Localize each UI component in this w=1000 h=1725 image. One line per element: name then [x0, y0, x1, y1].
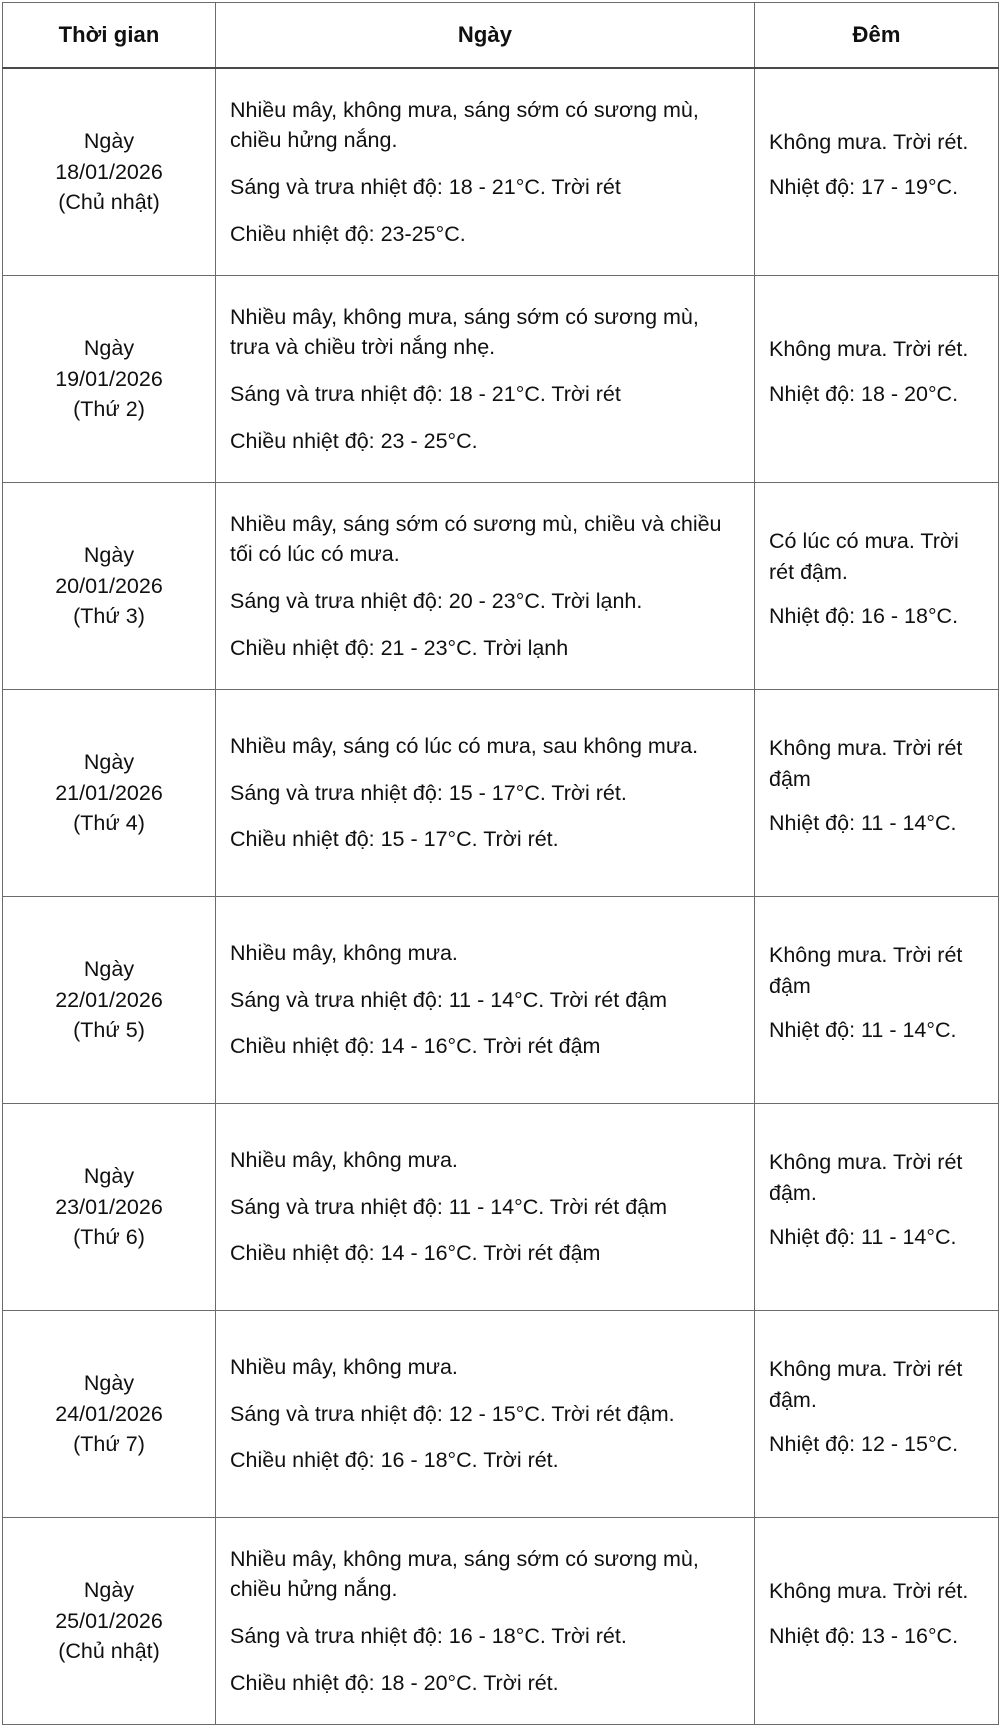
forecast-day-cell	[216, 68, 755, 276]
header-row	[3, 3, 999, 69]
forecast-night-cell	[755, 276, 999, 483]
forecast-day-paragraph: Sáng và trưa nhiệt độ: 20 - 23°C. Trời lạnh.	[230, 589, 643, 613]
forecast-time-weekday: (Thứ 4)	[73, 811, 145, 836]
forecast-day-paragraph: Nhiều mây, không mưa.	[230, 1148, 458, 1173]
forecast-night-cell	[755, 1104, 999, 1311]
forecast-time-label: Ngày	[83, 129, 135, 154]
forecast-day-paragraph: Nhiều mây, sáng có lúc có mưa, sau không mưa.	[230, 734, 699, 759]
column-header-time: Thời gian	[3, 3, 216, 69]
forecast-time-label: Ngày	[83, 1164, 135, 1189]
forecast-time-cell	[3, 483, 216, 690]
weather-forecast-table	[2, 2, 999, 1725]
forecast-night-paragraph: Nhiệt độ: 11 - 14°C.	[769, 811, 957, 836]
forecast-day-paragraph: Chiều nhiệt độ: 21 - 23°C. Trời lạnh	[230, 635, 569, 660]
forecast-night-paragraph: Nhiệt độ: 13 - 16°C.	[769, 1624, 959, 1648]
forecast-time-cell	[3, 1104, 216, 1311]
forecast-night-paragraph: Không mưa. Trời rét đậm	[769, 736, 963, 791]
forecast-day-cell	[216, 1311, 755, 1518]
column-header-night: Đêm	[755, 3, 999, 69]
forecast-night-cell	[755, 897, 999, 1104]
forecast-day-paragraph: Nhiều mây, không mưa.	[230, 941, 458, 966]
forecast-day-cell	[216, 690, 755, 897]
forecast-time-date: 24/01/2026	[55, 1401, 163, 1426]
forecast-day-paragraph: Chiều nhiệt độ: 14 - 16°C. Trời rét đậm	[230, 1241, 601, 1266]
forecast-time-date: 21/01/2026	[55, 780, 163, 805]
forecast-night-paragraph: Không mưa. Trời rét.	[769, 337, 969, 362]
forecast-day-paragraph: Sáng và trưa nhiệt độ: 11 - 14°C. Trời rét đậm	[230, 1194, 668, 1219]
forecast-night-cell	[755, 1311, 999, 1518]
forecast-time-date: 23/01/2026	[55, 1194, 163, 1219]
forecast-time-label: Ngày	[83, 957, 135, 982]
forecast-time-cell	[3, 68, 216, 276]
table-row	[3, 1104, 999, 1311]
forecast-day-paragraph: Chiều nhiệt độ: 23-25°C.	[230, 221, 466, 246]
forecast-day-paragraph: Sáng và trưa nhiệt độ: 18 - 21°C. Trời rét	[230, 382, 621, 406]
forecast-day-cell	[216, 1104, 755, 1311]
forecast-time-cell	[3, 690, 216, 897]
forecast-time-date: 22/01/2026	[55, 987, 163, 1012]
forecast-day-paragraph: Sáng và trưa nhiệt độ: 18 - 21°C. Trời rét	[230, 175, 621, 199]
forecast-time-label: Ngày	[83, 1578, 135, 1603]
forecast-night-paragraph: Nhiệt độ: 18 - 20°C.	[769, 382, 959, 406]
forecast-night-paragraph: Không mưa. Trời rét đậm.	[769, 1150, 963, 1205]
forecast-time-weekday: (Thứ 5)	[73, 1018, 145, 1043]
forecast-time-weekday: (Thứ 3)	[73, 604, 145, 629]
forecast-day-paragraph: Nhiều mây, không mưa.	[230, 1355, 458, 1380]
forecast-time-label: Ngày	[83, 336, 135, 361]
forecast-night-paragraph: Nhiệt độ: 17 - 19°C.	[769, 175, 959, 199]
forecast-day-paragraph: Nhiều mây, không mưa, sáng sớm có sương mù, chiều hửng nắng.	[230, 97, 699, 153]
forecast-day-cell	[216, 897, 755, 1104]
table-row	[3, 276, 999, 483]
forecast-time-weekday: (Thứ 6)	[73, 1225, 145, 1250]
forecast-day-paragraph: Sáng và trưa nhiệt độ: 15 - 17°C. Trời rét.	[230, 780, 627, 805]
forecast-time-label: Ngày	[83, 1371, 135, 1396]
forecast-night-paragraph: Không mưa. Trời rét đậm	[769, 943, 963, 998]
forecast-time-weekday: (Chủ nhật)	[58, 1639, 160, 1664]
forecast-day-cell	[216, 1518, 755, 1725]
forecast-time-label: Ngày	[83, 543, 135, 568]
forecast-night-paragraph: Có lúc có mưa. Trời rét đậm.	[769, 529, 959, 584]
forecast-time-weekday: (Thứ 7)	[73, 1432, 145, 1457]
forecast-day-paragraph: Chiều nhiệt độ: 23 - 25°C.	[230, 428, 478, 453]
forecast-night-paragraph: Nhiệt độ: 11 - 14°C.	[769, 1018, 957, 1043]
table-row	[3, 68, 999, 276]
forecast-night-paragraph: Nhiệt độ: 11 - 14°C.	[769, 1225, 957, 1250]
forecast-day-paragraph: Nhiều mây, sáng sớm có sương mù, chiều và chiều tối có lúc có mưa.	[230, 511, 722, 567]
forecast-time-cell	[3, 1518, 216, 1725]
table-row	[3, 690, 999, 897]
forecast-night-paragraph: Nhiệt độ: 16 - 18°C.	[769, 604, 959, 629]
table-row	[3, 897, 999, 1104]
forecast-night-cell	[755, 690, 999, 897]
forecast-time-cell	[3, 1311, 216, 1518]
table-row	[3, 483, 999, 690]
table-row	[3, 1311, 999, 1518]
forecast-day-paragraph: Chiều nhiệt độ: 18 - 20°C. Trời rét.	[230, 1670, 559, 1695]
forecast-time-cell	[3, 276, 216, 483]
forecast-night-paragraph: Không mưa. Trời rét.	[769, 1579, 969, 1604]
table-row	[3, 1518, 999, 1725]
forecast-day-paragraph: Nhiều mây, không mưa, sáng sớm có sương mù, trưa và chiều trời nắng nhẹ.	[230, 304, 699, 360]
table-header	[3, 3, 999, 69]
forecast-time-date: 19/01/2026	[55, 366, 163, 391]
forecast-night-cell	[755, 1518, 999, 1725]
forecast-day-paragraph: Chiều nhiệt độ: 14 - 16°C. Trời rét đậm	[230, 1034, 601, 1059]
column-header-day: Ngày	[216, 3, 755, 69]
forecast-day-cell	[216, 276, 755, 483]
table-body	[3, 68, 999, 1725]
forecast-day-paragraph: Chiều nhiệt độ: 15 - 17°C. Trời rét.	[230, 827, 559, 852]
forecast-time-date: 18/01/2026	[55, 159, 163, 184]
forecast-night-cell	[755, 68, 999, 276]
forecast-night-paragraph: Không mưa. Trời rét đậm.	[769, 1357, 963, 1412]
forecast-day-paragraph: Chiều nhiệt độ: 16 - 18°C. Trời rét.	[230, 1448, 559, 1473]
forecast-day-paragraph: Sáng và trưa nhiệt độ: 16 - 18°C. Trời rét.	[230, 1624, 627, 1648]
forecast-night-cell	[755, 483, 999, 690]
forecast-time-date: 25/01/2026	[55, 1608, 163, 1633]
forecast-time-cell	[3, 897, 216, 1104]
forecast-day-cell	[216, 483, 755, 690]
forecast-night-paragraph: Nhiệt độ: 12 - 15°C.	[769, 1432, 959, 1457]
forecast-day-paragraph: Nhiều mây, không mưa, sáng sớm có sương mù, chiều hửng nắng.	[230, 1546, 699, 1602]
forecast-day-paragraph: Sáng và trưa nhiệt độ: 12 - 15°C. Trời rét đậm.	[230, 1401, 675, 1426]
forecast-night-paragraph: Không mưa. Trời rét.	[769, 130, 969, 155]
forecast-time-date: 20/01/2026	[55, 573, 163, 598]
forecast-day-paragraph: Sáng và trưa nhiệt độ: 11 - 14°C. Trời rét đậm	[230, 987, 668, 1012]
forecast-time-weekday: (Chủ nhật)	[58, 190, 160, 215]
forecast-time-label: Ngày	[83, 750, 135, 775]
forecast-time-weekday: (Thứ 2)	[73, 397, 145, 422]
